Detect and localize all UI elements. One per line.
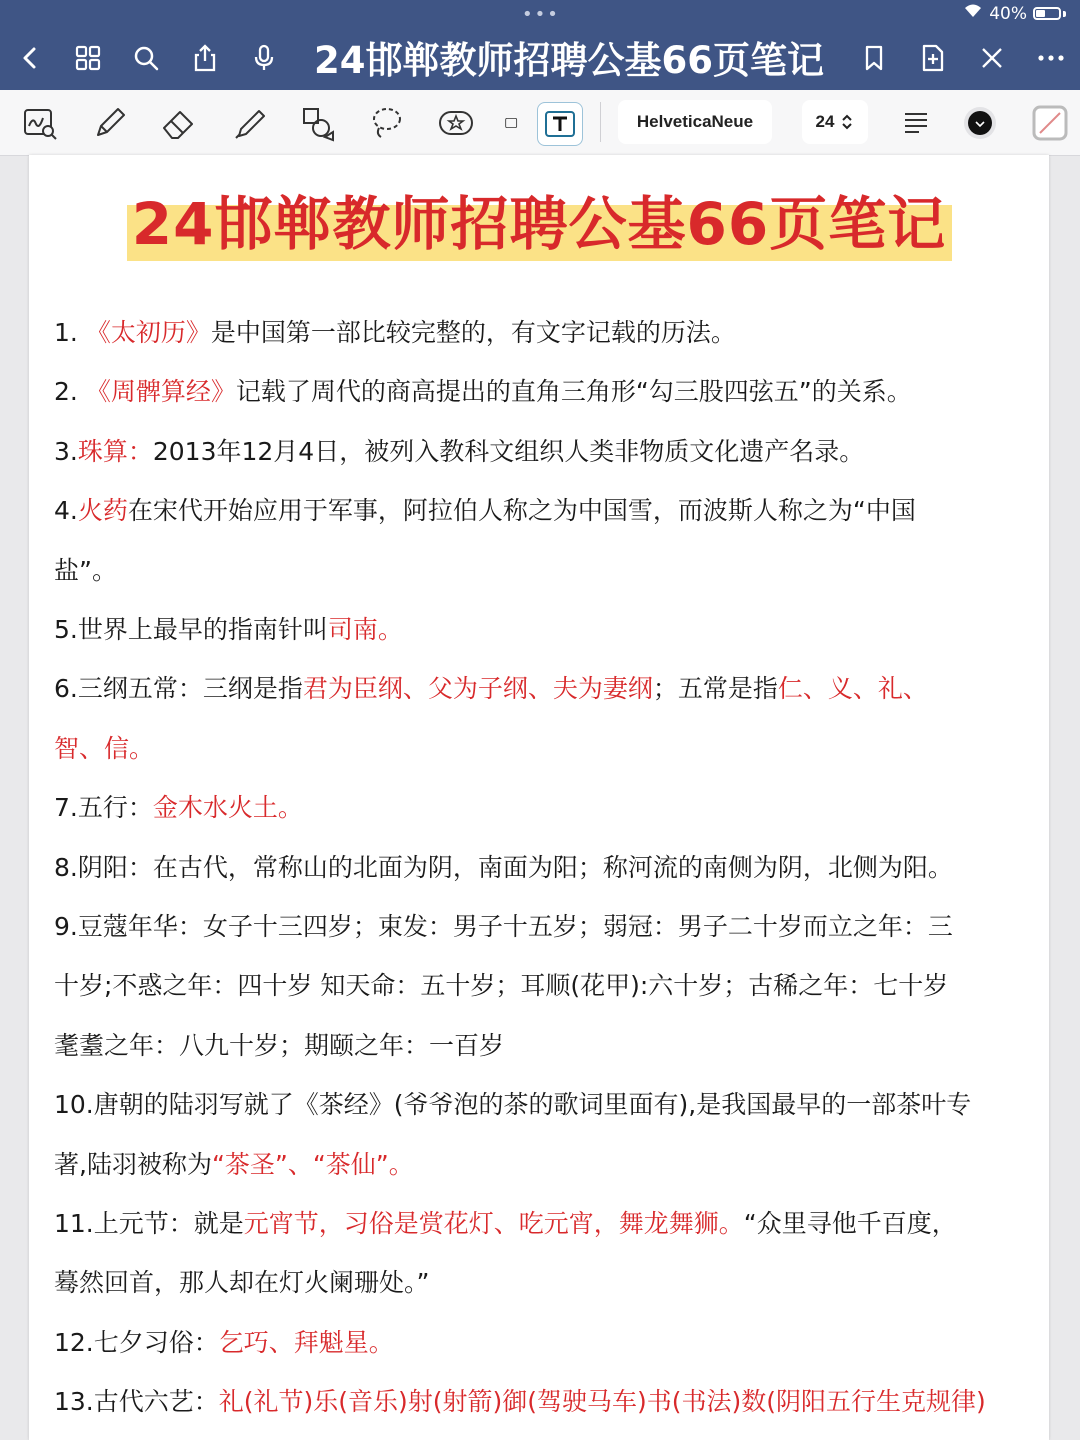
read-only-icon[interactable]	[18, 102, 62, 144]
highlighted-text: 乞巧、拜魁星。	[218, 1327, 394, 1357]
note-line	[54, 491, 916, 527]
note-text: 耄耋之年：八九十岁；期颐之年：一百岁	[54, 1030, 505, 1060]
battery-icon	[1033, 7, 1061, 20]
note-text: ；五常是指	[652, 674, 778, 704]
highlighted-text: 仁、义、礼、	[777, 674, 928, 704]
highlighted-text: 火药	[77, 496, 128, 526]
note-line	[54, 551, 117, 587]
grid-view-icon[interactable]	[70, 40, 106, 76]
note-text: 12.七夕习俗：	[54, 1327, 219, 1357]
note-text: 记载了周代的商高提出的直角三角形“勾三股四弦五”的关系。	[235, 377, 912, 407]
note-line	[54, 848, 953, 884]
note-text: 1.	[54, 318, 86, 347]
note-line	[54, 1323, 394, 1359]
font-family-selector[interactable]: HelveticaNeue	[618, 100, 772, 144]
note-text: 2.	[54, 377, 86, 407]
note-text: 是中国第一部比较完整的，有文字记载的历法。	[210, 318, 736, 347]
battery-label: 40%	[989, 3, 1027, 24]
font-size-value: 24	[815, 112, 835, 131]
note-text: 著,陆羽被称为	[54, 1149, 212, 1179]
document-title[interactable]: 24邯郸教师招聘公基66页笔记	[314, 39, 824, 82]
note-line	[54, 1204, 957, 1240]
note-line	[54, 1145, 414, 1181]
back-icon[interactable]	[12, 40, 48, 76]
note-text: 盐”。	[54, 555, 117, 585]
sticker-icon[interactable]	[434, 102, 478, 144]
note-text: 10.唐朝的陆羽写就了《茶经》(爷爷泡的茶的歌词里面有),是我国最早的一部茶叶专	[54, 1090, 972, 1120]
eraser-icon[interactable]	[157, 102, 201, 144]
page-title: 24邯郸教师招聘公基66页笔记	[131, 190, 947, 258]
note-line	[54, 907, 953, 943]
top-nav-bar	[0, 0, 1080, 90]
note-text: 9.豆蔻年华：女子十三四岁；束发：男子十五岁；弱冠：男子二十岁而立之年：三	[54, 912, 953, 941]
note-text: 7.五行：	[54, 793, 153, 823]
highlighted-text: 君为臣纲、父为子纲、夫为妻纲	[302, 674, 653, 704]
highlighted-text: 《周髀算经》	[85, 377, 236, 407]
highlighted-text: “茶圣”、“茶仙”。	[211, 1149, 414, 1179]
note-line	[54, 1382, 986, 1418]
text-tool-icon[interactable]	[537, 102, 583, 146]
note-line	[54, 372, 912, 408]
fill-color-icon[interactable]	[1028, 102, 1072, 144]
note-line	[54, 669, 928, 705]
note-text: 4.	[54, 496, 78, 526]
note-line	[54, 432, 864, 468]
highlighted-text: 《太初历》	[85, 318, 211, 347]
note-text: 在宋代开始应用于军事，阿拉伯人称之为中国雪，而波斯人称之为“中国	[127, 496, 916, 526]
note-line	[54, 1263, 429, 1299]
note-line	[54, 610, 403, 646]
font-size-selector[interactable]	[802, 100, 868, 144]
note-text: 蓦然回首，那人却在灯火阑珊处。”	[54, 1268, 430, 1298]
note-line	[54, 1026, 504, 1062]
pen-icon[interactable]	[88, 102, 132, 144]
highlighted-text: 礼(礼节)乐(音乐)射(射箭)御(驾驶马车)书(书法)数(阴阳五行生克规律)	[218, 1387, 986, 1417]
shapes-icon[interactable]	[296, 102, 340, 144]
highlighted-text: 元宵节，习俗是赏花灯、吃元宵，舞龙舞狮。	[243, 1209, 744, 1238]
highlighter-icon[interactable]	[228, 102, 272, 144]
stepper-chevrons-icon	[840, 113, 854, 131]
note-text: 5.世界上最早的指南针叫	[54, 615, 328, 644]
document-page[interactable]	[29, 155, 1049, 1440]
add-page-icon[interactable]	[915, 40, 951, 76]
text-align-icon[interactable]	[894, 102, 938, 144]
close-tools-icon[interactable]	[974, 40, 1010, 76]
color-picker[interactable]	[958, 102, 1002, 144]
highlighted-text: 智、信。	[54, 733, 155, 763]
note-line	[54, 788, 303, 824]
note-text: 十岁;不惑之年：四十岁 知天命：五十岁；耳顺(花甲):六十岁；古稀之年：七十岁	[54, 971, 949, 1001]
bookmark-icon[interactable]	[856, 40, 892, 76]
wifi-icon	[963, 3, 983, 24]
status-bar	[963, 3, 1066, 24]
highlighted-text: 司南。	[327, 615, 403, 644]
highlighted-text: 珠算：	[77, 436, 153, 466]
note-text: “众里寻他千百度，	[743, 1209, 957, 1238]
note-text: 13.古代六艺：	[54, 1387, 219, 1417]
note-text: 2013年12月4日，被列入教科文组织人类非物质文化遗产名录。	[152, 436, 865, 466]
search-icon[interactable]	[128, 40, 164, 76]
note-text: 8.阴阳：在古代，常称山的北面为阴，南面为阳；称河流的南侧为阴，北侧为阳。	[54, 852, 953, 882]
microphone-icon[interactable]	[246, 40, 282, 76]
share-icon[interactable]	[187, 40, 223, 76]
image-icon[interactable]	[504, 102, 520, 144]
note-text: 11.上元节：就是	[54, 1209, 244, 1238]
note-line	[54, 729, 154, 765]
multitask-dots-icon[interactable]: •••	[522, 4, 560, 25]
note-text: 3.	[54, 436, 78, 466]
note-line	[54, 1085, 971, 1121]
highlighted-text: 金木水火土。	[152, 793, 303, 823]
note-line	[54, 313, 736, 349]
lasso-icon[interactable]	[364, 102, 408, 144]
more-icon[interactable]	[1033, 40, 1069, 76]
note-line	[54, 966, 948, 1002]
note-text: 6.三纲五常：三纲是指	[54, 674, 303, 704]
